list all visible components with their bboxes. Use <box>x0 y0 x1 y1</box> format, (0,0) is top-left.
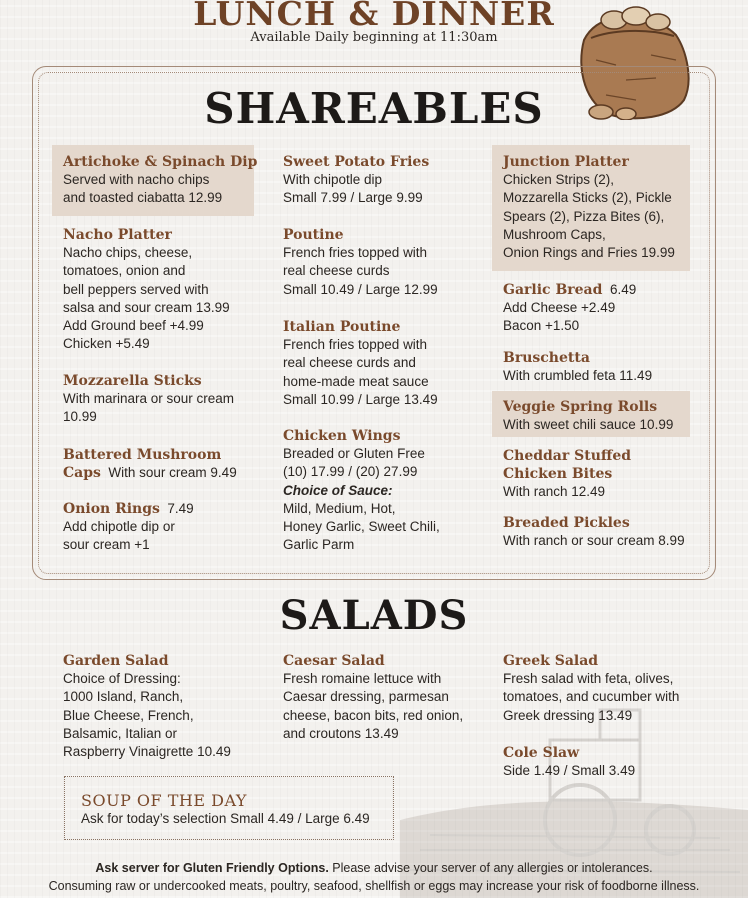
footer-raw-warning: Consuming raw or undercooked meats, poultry, seafood, shellfish or eggs may increase your risk of foodborne illness. <box>48 879 700 893</box>
item-name: Cole Slaw <box>503 745 580 761</box>
soup-desc: Ask for today’s selection Small 4.49 / Large 6.49 <box>81 811 370 826</box>
item-desc: French fries topped with <box>283 337 428 353</box>
item-artichoke-dip <box>63 153 257 208</box>
item-desc: Chicken +5.49 <box>63 336 150 352</box>
item-nacho-platter <box>63 226 230 353</box>
item-name: Battered Mushroom <box>63 447 222 463</box>
item-name: Cheddar Stuffed <box>503 448 632 464</box>
item-desc: Fresh romaine lettuce with <box>283 671 442 687</box>
item-desc: With crumbled feta 11.49 <box>503 368 653 384</box>
soup-title: SOUP OF THE DAY <box>81 791 247 810</box>
item-chicken-wings <box>283 427 440 554</box>
item-name: Junction Platter <box>503 154 629 170</box>
item-desc: With chipotle dip <box>283 172 383 188</box>
sauce-label: Choice of Sauce: <box>283 482 393 498</box>
item-name: Veggie Spring Rolls <box>503 399 658 415</box>
item-desc: and toasted ciabatta 12.99 <box>63 190 223 206</box>
salad-greek <box>503 652 679 725</box>
item-desc: real cheese curds <box>283 263 390 279</box>
item-desc: Onion Rings and Fries 19.99 <box>503 245 675 261</box>
item-desc: Breaded or Gluten Free <box>283 446 425 462</box>
item-desc: tomatoes, onion and <box>63 263 186 279</box>
footer-allergy-note <box>0 861 748 875</box>
item-desc: Garlic Parm <box>283 537 355 553</box>
item-desc: Mild, Medium, Hot, <box>283 500 396 516</box>
item-desc: With marinara or sour cream <box>63 391 235 407</box>
item-desc: Mozzarella Sticks (2), Pickle <box>503 190 672 206</box>
item-desc: Nacho chips, cheese, <box>63 245 193 261</box>
item-desc: Add chipotle dip or <box>63 519 175 535</box>
salad-cole-slaw <box>503 744 635 780</box>
item-name: Sweet Potato Fries <box>283 154 430 170</box>
salad-caesar <box>283 652 463 743</box>
item-desc: Honey Garlic, Sweet Chili, <box>283 519 440 535</box>
item-mozzarella-sticks <box>63 372 234 427</box>
item-desc: Caesar dressing, parmesan <box>283 689 449 705</box>
item-bruschetta <box>503 349 652 385</box>
item-desc: bell peppers served with <box>63 281 209 297</box>
item-desc: real cheese curds and <box>283 355 416 371</box>
item-desc: (10) 17.99 / (20) 27.99 <box>283 464 418 480</box>
item-desc: cheese, bacon bits, red onion, <box>283 707 464 723</box>
item-desc: Small 10.99 / Large 13.49 <box>283 391 438 407</box>
item-desc: Add Ground beef +4.99 <box>63 318 204 334</box>
item-name-cont: Chicken Bites <box>503 466 613 483</box>
item-desc: home-made meat sauce <box>283 373 429 389</box>
item-name: Onion Rings <box>63 501 160 517</box>
item-desc: Choice of Dressing: <box>63 671 181 687</box>
item-desc: Chicken Strips (2), <box>503 172 615 188</box>
item-name: Bruschetta <box>503 350 590 366</box>
item-desc: With sweet chili sauce 10.99 <box>503 417 674 433</box>
gluten-note: Ask server for Gluten Friendly Options. <box>95 861 329 875</box>
item-desc: Greek dressing 13.49 <box>503 707 633 723</box>
item-sweet-potato-fries <box>283 153 429 208</box>
item-cheddar-chicken-bites <box>503 447 631 502</box>
item-desc: tomatoes, and cucumber with <box>503 689 680 705</box>
menu-title: LUNCH & DINNER <box>193 0 555 33</box>
item-name: Caesar Salad <box>283 653 385 669</box>
item-desc: 10.99 <box>63 409 97 425</box>
item-desc: Small 7.99 / Large 9.99 <box>283 190 423 206</box>
item-name-cont: Caps <box>63 465 101 482</box>
item-name: Garden Salad <box>63 653 169 669</box>
allergy-note: Please advise your server of any allergies or intolerances. <box>328 861 653 875</box>
item-name: Breaded Pickles <box>503 515 630 531</box>
item-desc: With ranch or sour cream 8.99 <box>503 533 685 549</box>
item-garlic-bread <box>503 281 636 336</box>
item-breaded-pickles <box>503 514 685 550</box>
salad-garden <box>63 652 231 761</box>
salads-heading: SALADS <box>279 592 469 639</box>
item-desc: 1000 Island, Ranch, <box>63 689 184 705</box>
item-desc: French fries topped with <box>283 245 428 261</box>
item-name: Mozzarella Sticks <box>63 373 202 389</box>
item-junction-platter <box>503 153 675 262</box>
item-name: Chicken Wings <box>283 428 401 444</box>
item-name: Garlic Bread <box>503 282 603 298</box>
item-desc: Served with nacho chips <box>63 172 210 188</box>
item-name: Artichoke & Spinach Dip <box>63 154 258 170</box>
item-desc: sour cream +1 <box>63 537 150 553</box>
item-italian-poutine <box>283 318 438 409</box>
item-desc: With sour cream 9.49 <box>108 465 237 481</box>
item-name: Italian Poutine <box>283 319 401 335</box>
item-price: 6.49 <box>609 282 637 297</box>
item-onion-rings <box>63 500 194 555</box>
item-desc: and croutons 13.49 <box>283 725 399 741</box>
menu-subtitle: Available Daily beginning at 11:30am <box>250 30 498 45</box>
item-name: Poutine <box>283 227 344 243</box>
item-desc: Fresh salad with feta, olives, <box>503 671 674 687</box>
item-desc: Raspberry Vinaigrette 10.49 <box>63 744 231 760</box>
item-desc: Small 10.49 / Large 12.99 <box>283 281 438 297</box>
item-desc: Spears (2), Pizza Bites (6), <box>503 208 665 224</box>
item-veggie-spring-rolls <box>503 398 673 434</box>
item-name: Nacho Platter <box>63 227 172 243</box>
item-desc: Balsamic, Italian or <box>63 725 178 741</box>
item-desc: Bacon +1.50 <box>503 318 580 334</box>
item-desc: Blue Cheese, French, <box>63 707 194 723</box>
item-desc: salsa and sour cream 13.99 <box>63 299 230 315</box>
item-desc: Side 1.49 / Small 3.49 <box>503 763 636 779</box>
item-name: Greek Salad <box>503 653 599 669</box>
item-desc: Mushroom Caps, <box>503 226 606 242</box>
item-price: 7.49 <box>167 501 194 516</box>
shareables-heading: SHAREABLES <box>204 84 544 133</box>
item-desc: With ranch 12.49 <box>503 484 606 500</box>
item-battered-mushroom-caps <box>63 446 237 482</box>
item-desc: Add Cheese +2.49 <box>503 300 616 316</box>
item-poutine <box>283 226 438 299</box>
